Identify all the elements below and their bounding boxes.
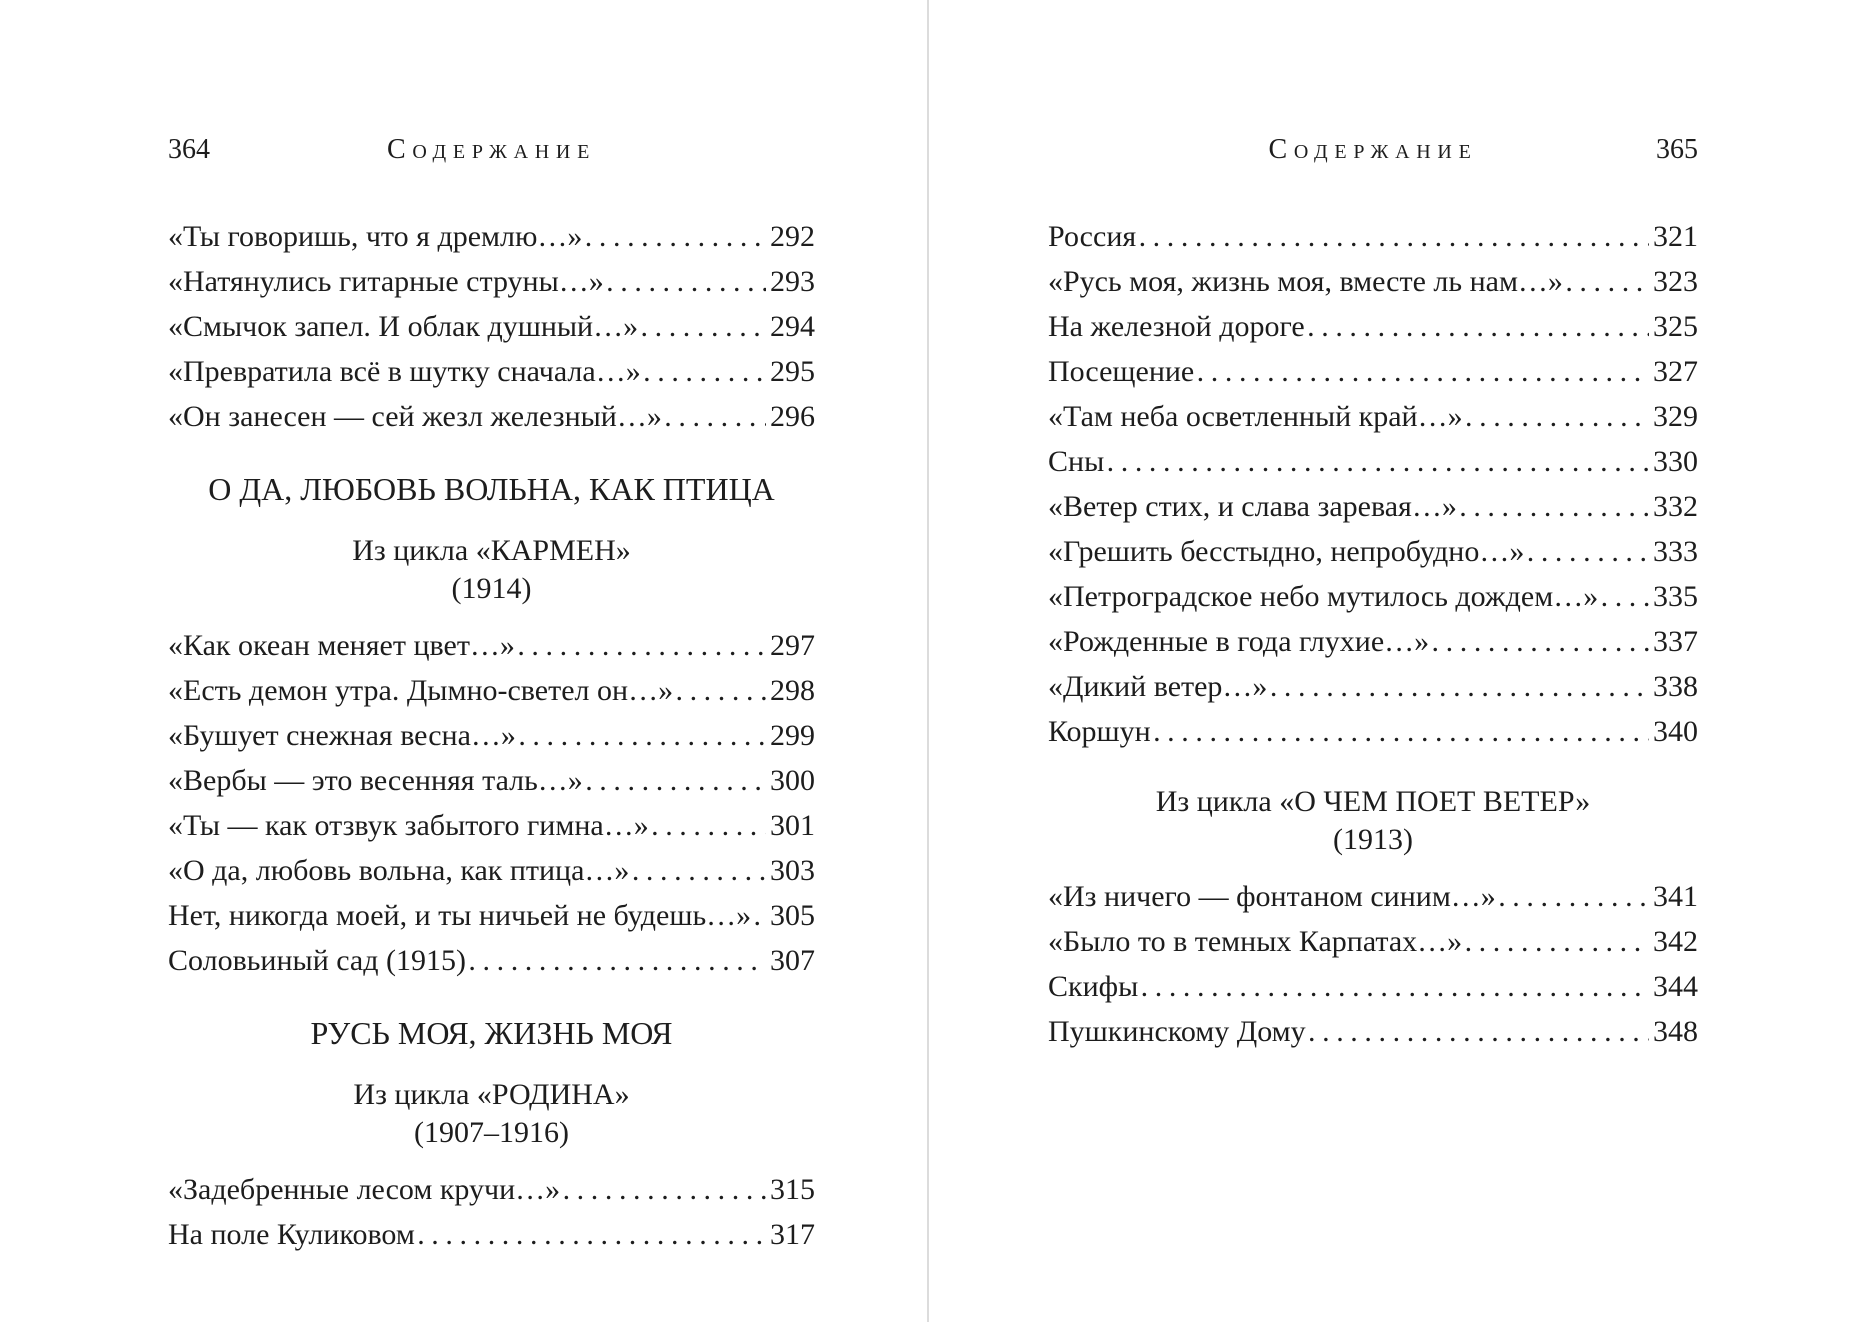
entry-page-number: 333 bbox=[1653, 535, 1698, 568]
toc-entry bbox=[1048, 214, 1698, 259]
entry-page-number: 348 bbox=[1653, 1015, 1698, 1048]
dot-leader bbox=[1463, 394, 1649, 439]
entry-page-number: 307 bbox=[770, 944, 815, 977]
entry-page-number: 340 bbox=[1653, 715, 1698, 748]
toc-entry bbox=[1048, 484, 1698, 529]
entry-title: «Рожденные в года глухие…» bbox=[1048, 625, 1430, 658]
dot-leader bbox=[515, 623, 766, 668]
entry-page-number: 298 bbox=[770, 674, 815, 707]
entry-page-number: 329 bbox=[1653, 400, 1698, 433]
entry-page-number: 301 bbox=[770, 809, 815, 842]
entry-title: «Ветер стих, и слава заревая…» bbox=[1048, 490, 1457, 523]
dot-leader bbox=[751, 893, 766, 938]
entry-page-number: 323 bbox=[1653, 265, 1698, 298]
entry-title: «Вербы — это весенняя таль…» bbox=[168, 764, 583, 797]
entry-title: «Смычок запел. И облак душный…» bbox=[168, 310, 639, 343]
cycle-title: Из цикла «РОДИНА» bbox=[353, 1078, 630, 1111]
entry-page-number: 325 bbox=[1653, 310, 1698, 343]
entry-title: «Задебренные лесом кручи…» bbox=[168, 1173, 561, 1206]
toc-entry bbox=[1048, 394, 1698, 439]
toc-entries bbox=[1048, 874, 1698, 1054]
entry-title: Скифы bbox=[1048, 970, 1139, 1003]
toc-entry bbox=[1048, 349, 1698, 394]
entry-page-number: 296 bbox=[770, 400, 815, 433]
dot-leader bbox=[673, 668, 766, 713]
running-title: Содержание bbox=[1268, 134, 1478, 165]
entry-title: Нет, никогда моей, и ты ничьей не будешь…» bbox=[168, 899, 752, 932]
dot-leader bbox=[582, 214, 766, 259]
entry-title: «Из ничего — фонтаном синим…» bbox=[1048, 880, 1496, 913]
dot-leader bbox=[1136, 214, 1649, 259]
dot-leader bbox=[1305, 304, 1649, 349]
toc-entry bbox=[168, 1167, 815, 1212]
toc-entry bbox=[168, 803, 815, 848]
entry-page-number: 330 bbox=[1653, 445, 1698, 478]
entry-page-number: 294 bbox=[770, 310, 815, 343]
dot-leader bbox=[604, 259, 766, 304]
entry-page-number: 342 bbox=[1653, 925, 1698, 958]
dot-leader bbox=[1194, 349, 1649, 394]
dot-leader bbox=[649, 803, 766, 848]
dot-leader bbox=[516, 713, 766, 758]
entry-title: «Ты говоришь, что я дремлю…» bbox=[168, 220, 583, 253]
entry-page-number: 335 bbox=[1653, 580, 1698, 613]
entry-title: На поле Куликовом bbox=[168, 1218, 415, 1251]
page-blocks bbox=[1048, 214, 1698, 1054]
entry-page-number: 332 bbox=[1653, 490, 1698, 523]
entry-title: Пушкинскому Дому bbox=[1048, 1015, 1306, 1048]
entry-title: «Бушует снежная весна…» bbox=[168, 719, 516, 752]
entry-title: «Дикий ветер…» bbox=[1048, 670, 1268, 703]
entry-title: «Было то в темных Карпатах…» bbox=[1048, 925, 1463, 958]
dot-leader bbox=[415, 1212, 766, 1257]
toc-entry bbox=[168, 668, 815, 713]
toc-section bbox=[1048, 784, 1698, 858]
dot-leader bbox=[1104, 439, 1649, 484]
page-header-right bbox=[1048, 136, 1698, 164]
toc-entry bbox=[168, 304, 815, 349]
entry-page-number: 292 bbox=[770, 220, 815, 253]
toc-entry bbox=[168, 214, 815, 259]
toc-entry bbox=[168, 1212, 815, 1257]
toc-entry bbox=[1048, 964, 1698, 1009]
dot-leader bbox=[1496, 874, 1649, 919]
section-title: РУСЬ МОЯ, ЖИЗНЬ МОЯ bbox=[310, 1015, 673, 1051]
dot-leader bbox=[1524, 529, 1649, 574]
dot-leader bbox=[641, 349, 766, 394]
cycle-title: Из цикла «О ЧЕМ ПОЕТ ВЕТЕР» bbox=[1155, 785, 1591, 818]
toc-entry bbox=[168, 349, 815, 394]
toc-entry bbox=[1048, 874, 1698, 919]
entry-title: Коршун bbox=[1048, 715, 1151, 748]
entry-page-number: 341 bbox=[1653, 880, 1698, 913]
entry-page-number: 317 bbox=[770, 1218, 815, 1251]
dot-leader bbox=[1306, 1009, 1649, 1054]
entry-page-number: 300 bbox=[770, 764, 815, 797]
entry-title: На железной дороге bbox=[1048, 310, 1305, 343]
dot-leader bbox=[638, 304, 766, 349]
entry-title: «Натянулись гитарные струны…» bbox=[168, 265, 604, 298]
page-right bbox=[928, 0, 1856, 1322]
entry-title: Соловьиный сад (1915) bbox=[168, 944, 466, 977]
entry-title: «Есть демон утра. Дымно-светел он…» bbox=[168, 674, 674, 707]
cycle-title: Из цикла «КАРМЕН» bbox=[352, 534, 631, 567]
dot-leader bbox=[1598, 574, 1649, 619]
toc-entry bbox=[1048, 664, 1698, 709]
entry-page-number: 295 bbox=[770, 355, 815, 388]
entry-title: «Там неба осветленный край…» bbox=[1048, 400, 1463, 433]
entry-title: Россия bbox=[1048, 220, 1137, 253]
toc-entry bbox=[1048, 259, 1698, 304]
entry-page-number: 321 bbox=[1653, 220, 1698, 253]
entry-page-number: 305 bbox=[770, 899, 815, 932]
toc-entry bbox=[168, 259, 815, 304]
dot-leader bbox=[1457, 484, 1649, 529]
entry-page-number: 327 bbox=[1653, 355, 1698, 388]
entry-title: Посещение bbox=[1048, 355, 1195, 388]
dot-leader bbox=[466, 938, 766, 983]
toc-entry bbox=[168, 758, 815, 803]
toc-entry bbox=[168, 394, 815, 439]
entry-title: «Превратила всё в шутку сначала…» bbox=[168, 355, 641, 388]
toc-entry bbox=[1048, 619, 1698, 664]
toc-entry bbox=[1048, 439, 1698, 484]
folio-number: 365 bbox=[1656, 134, 1698, 165]
toc-entry bbox=[1048, 709, 1698, 754]
dot-leader bbox=[560, 1167, 766, 1212]
entry-page-number: 303 bbox=[770, 854, 815, 887]
entry-page-number: 299 bbox=[770, 719, 815, 752]
toc-entry bbox=[1048, 304, 1698, 349]
entry-page-number: 297 bbox=[770, 629, 815, 662]
toc-entry bbox=[168, 623, 815, 668]
page-blocks bbox=[168, 214, 815, 1257]
toc-entry bbox=[168, 938, 815, 983]
toc-section bbox=[168, 1013, 815, 1151]
entry-title: Сны bbox=[1048, 445, 1105, 478]
toc-entry bbox=[1048, 1009, 1698, 1054]
entry-page-number: 293 bbox=[770, 265, 815, 298]
entry-page-number: 344 bbox=[1653, 970, 1698, 1003]
dot-leader bbox=[629, 848, 766, 893]
dot-leader bbox=[583, 758, 766, 803]
entry-page-number: 315 bbox=[770, 1173, 815, 1206]
dot-leader bbox=[1267, 664, 1649, 709]
dot-leader bbox=[1429, 619, 1649, 664]
toc-entry bbox=[1048, 529, 1698, 574]
cycle-years: (1914) bbox=[451, 572, 532, 605]
dot-leader bbox=[1563, 259, 1649, 304]
toc-entry bbox=[1048, 574, 1698, 619]
entry-title: «О да, любовь вольна, как птица…» bbox=[168, 854, 630, 887]
entry-page-number: 337 bbox=[1653, 625, 1698, 658]
toc-entries bbox=[168, 1167, 815, 1257]
entry-title: «Грешить бесстыдно, непробудно…» bbox=[1048, 535, 1525, 568]
folio-number: 364 bbox=[168, 134, 210, 165]
toc-section bbox=[168, 469, 815, 607]
entry-title: «Петроградское небо мутилось дождем…» bbox=[1048, 580, 1599, 613]
dot-leader bbox=[1151, 709, 1649, 754]
entry-title: «Как океан меняет цвет…» bbox=[168, 629, 515, 662]
toc-entry bbox=[168, 848, 815, 893]
toc-entry bbox=[168, 893, 815, 938]
entry-title: «Русь моя, жизнь моя, вместе ль нам…» bbox=[1048, 265, 1563, 298]
dot-leader bbox=[1462, 919, 1649, 964]
entry-title: «Ты — как отзвук забытого гимна…» bbox=[168, 809, 649, 842]
toc-entries bbox=[168, 214, 815, 439]
dot-leader bbox=[1138, 964, 1649, 1009]
cycle-years: (1913) bbox=[1333, 823, 1413, 856]
dot-leader bbox=[662, 394, 766, 439]
toc-entries bbox=[168, 623, 815, 983]
toc-entries bbox=[1048, 214, 1698, 754]
running-title: Содержание bbox=[386, 134, 597, 165]
section-title: О ДА, ЛЮБОВЬ ВОЛЬНА, КАК ПТИЦА bbox=[208, 471, 775, 507]
entry-title: «Он занесен — сей жезл железный…» bbox=[168, 400, 662, 433]
page-header-left bbox=[168, 136, 815, 164]
entry-page-number: 338 bbox=[1653, 670, 1698, 703]
cycle-years: (1907–1916) bbox=[414, 1116, 569, 1149]
toc-entry bbox=[1048, 919, 1698, 964]
toc-entry bbox=[168, 713, 815, 758]
